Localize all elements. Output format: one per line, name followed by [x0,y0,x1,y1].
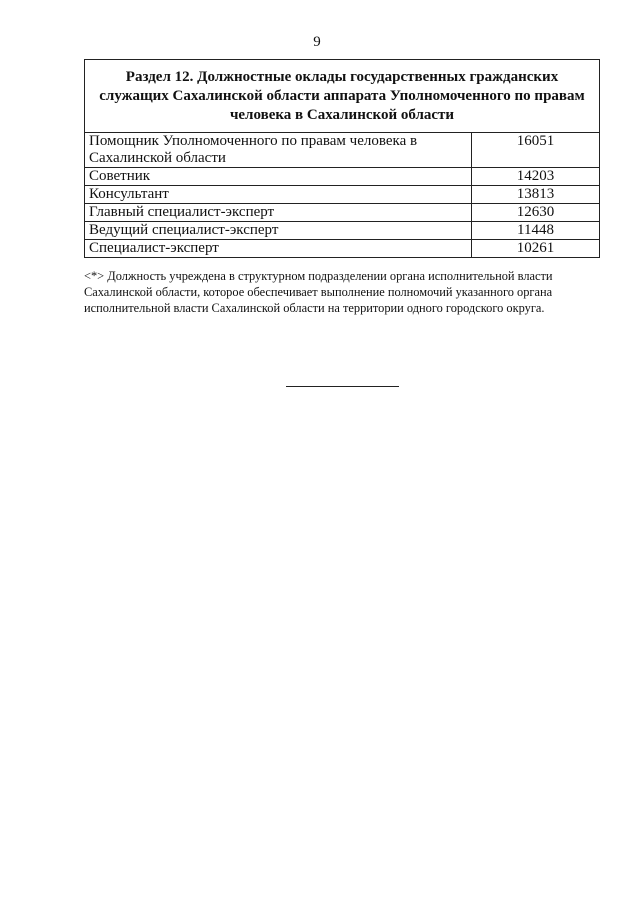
table-row [85,168,600,186]
salary-cell: 10261 [472,240,600,258]
table-row [85,222,600,240]
position-cell: Советник [85,168,472,186]
position-cell: Консультант [85,186,472,204]
salary-cell: 16051 [472,133,600,168]
footnote: <*> Должность учреждена в структурном подразделении органа исполнительной власти Сахалинской области, которое обеспечивает выполнение полномочий указанного органа исполнительной власти Сахалинской области на территории одного городского округа. [84,269,553,315]
table-heading-row [85,60,600,133]
position-cell: Помощник Уполномоченного по правам человека в Сахалинской области [85,133,472,168]
end-divider [286,386,399,387]
page-number: 9 [313,34,321,50]
section-heading: Раздел 12. Должностные оклады государственных гражданских служащих Сахалинской области аппарата Уполномоченного по правам человека в Сахалинской области [85,60,600,133]
position-cell: Главный специалист-эксперт [85,204,472,222]
salary-cell: 11448 [472,222,600,240]
position-cell: Специалист-эксперт [85,240,472,258]
table-row [85,240,600,258]
table-row [85,133,600,168]
table-row [85,204,600,222]
salary-cell: 13813 [472,186,600,204]
salary-cell: 12630 [472,204,600,222]
salary-table [84,59,600,258]
position-cell: Ведущий специалист-эксперт [85,222,472,240]
salary-cell: 14203 [472,168,600,186]
table-row [85,186,600,204]
